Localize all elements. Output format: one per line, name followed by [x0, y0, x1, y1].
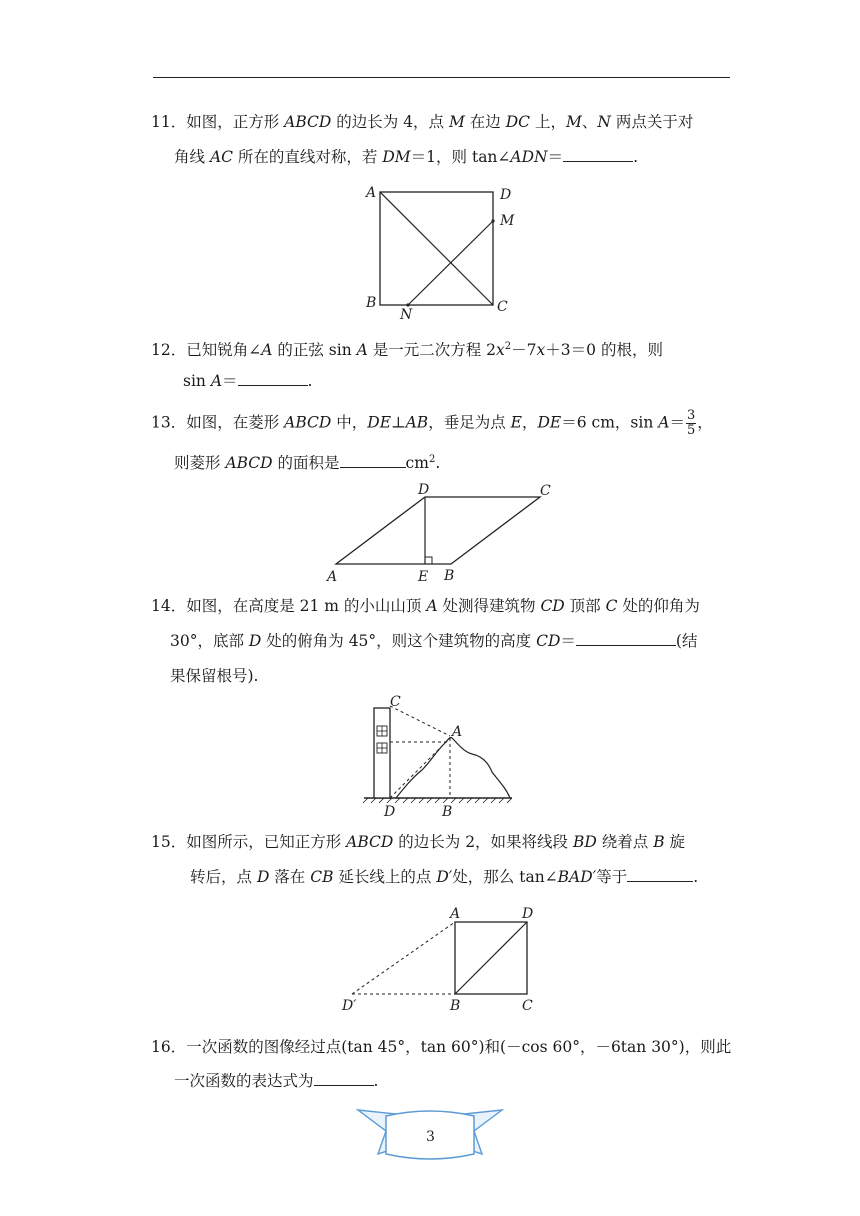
q14-line3: 果保留根号).: [170, 667, 259, 685]
q11-square-figure: [360, 180, 530, 323]
q15-line1: 15．如图所示，已知正方形 ABCD 的边长为 2，如果将线段 BD 绕着点 B 旋: [151, 833, 686, 851]
q14-line1: 14．如图，在高度是 21 m 的小山山顶 A 处测得建筑物 CD 顶部 C 处的仰角为: [151, 597, 700, 615]
q13-label-b: B: [444, 568, 455, 584]
q13-line1: 13．如图，在菱形 ABCD 中，DE⊥AB，垂足为点 E，DE＝6 cm，sin A＝ $\frac{3}{5}$ ，: [151, 408, 713, 438]
q15-answer-blank[interactable]: [627, 867, 693, 882]
q12-line2: sin A＝ .: [183, 372, 313, 390]
q11-label-m: M: [500, 213, 515, 229]
q13-label-a: A: [327, 569, 338, 585]
q16-answer-blank[interactable]: [314, 1071, 374, 1086]
q13-rhombus-figure: [322, 480, 562, 590]
q12-answer-blank[interactable]: [238, 371, 308, 386]
q13-fraction: $\frac{3}{5}$: [686, 408, 696, 438]
q15-label-d: D: [522, 906, 534, 922]
q15-line2: 转后，点 D 落在 CB 延长线上的点 D′处，那么 tan∠BAD′等于 .: [190, 868, 699, 886]
q11-label-n: N: [400, 307, 413, 323]
q11-answer-blank[interactable]: [563, 147, 633, 162]
q16-line2: 一次函数的表达式为 .: [174, 1072, 379, 1090]
q14-building-figure: [360, 692, 530, 822]
q13-label-e: E: [418, 569, 429, 585]
q11-label-b: B: [366, 295, 377, 311]
q15-label-dprime: D′: [342, 998, 357, 1014]
q15-square-figure: [338, 900, 558, 1020]
q11-label-c: C: [497, 299, 508, 315]
q13-label-c: C: [540, 483, 551, 499]
q13-line2: 则菱形 ABCD 的面积是 $cm^2$.: [174, 454, 441, 473]
q13-answer-blank[interactable]: [340, 453, 406, 468]
q16-line1: 16．一次函数的图像经过点(tan 45°，tan 60°)和(－cos 60°，－6tan 30°)，则此: [151, 1038, 732, 1056]
header-rule: [153, 77, 730, 78]
q15-label-c: C: [522, 998, 533, 1014]
q12-line1: 12．已知锐角∠A 的正弦 sin A 是一元二次方程 $2x^2-7x+3=0$ 的根，则: [151, 341, 663, 360]
q13-label-d: D: [418, 482, 430, 498]
q11-line2: 角线 AC 所在的直线对称，若 DM＝1，则 tan∠ADN＝ .: [174, 148, 639, 166]
q14-label-c: C: [390, 694, 401, 710]
q11-label-d: D: [500, 187, 512, 203]
q11-line1: 11．如图，正方形 ABCD 的边长为 4，点 M 在边 DC 上，M、N 两点关于对: [151, 113, 694, 131]
page-number-ribbon: [356, 1104, 506, 1166]
q14-label-a: A: [452, 724, 463, 740]
page-number: 3: [426, 1129, 435, 1145]
q14-line2: 30°，底部 D 处的俯角为 45°，则这个建筑物的高度 CD＝ (结: [170, 632, 698, 650]
q15-label-b: B: [450, 998, 461, 1014]
q14-label-d: D: [384, 804, 396, 820]
q11-label-a: A: [366, 185, 377, 201]
q15-label-a: A: [450, 906, 461, 922]
q14-answer-blank[interactable]: [576, 631, 676, 646]
q14-label-b: B: [442, 804, 453, 820]
